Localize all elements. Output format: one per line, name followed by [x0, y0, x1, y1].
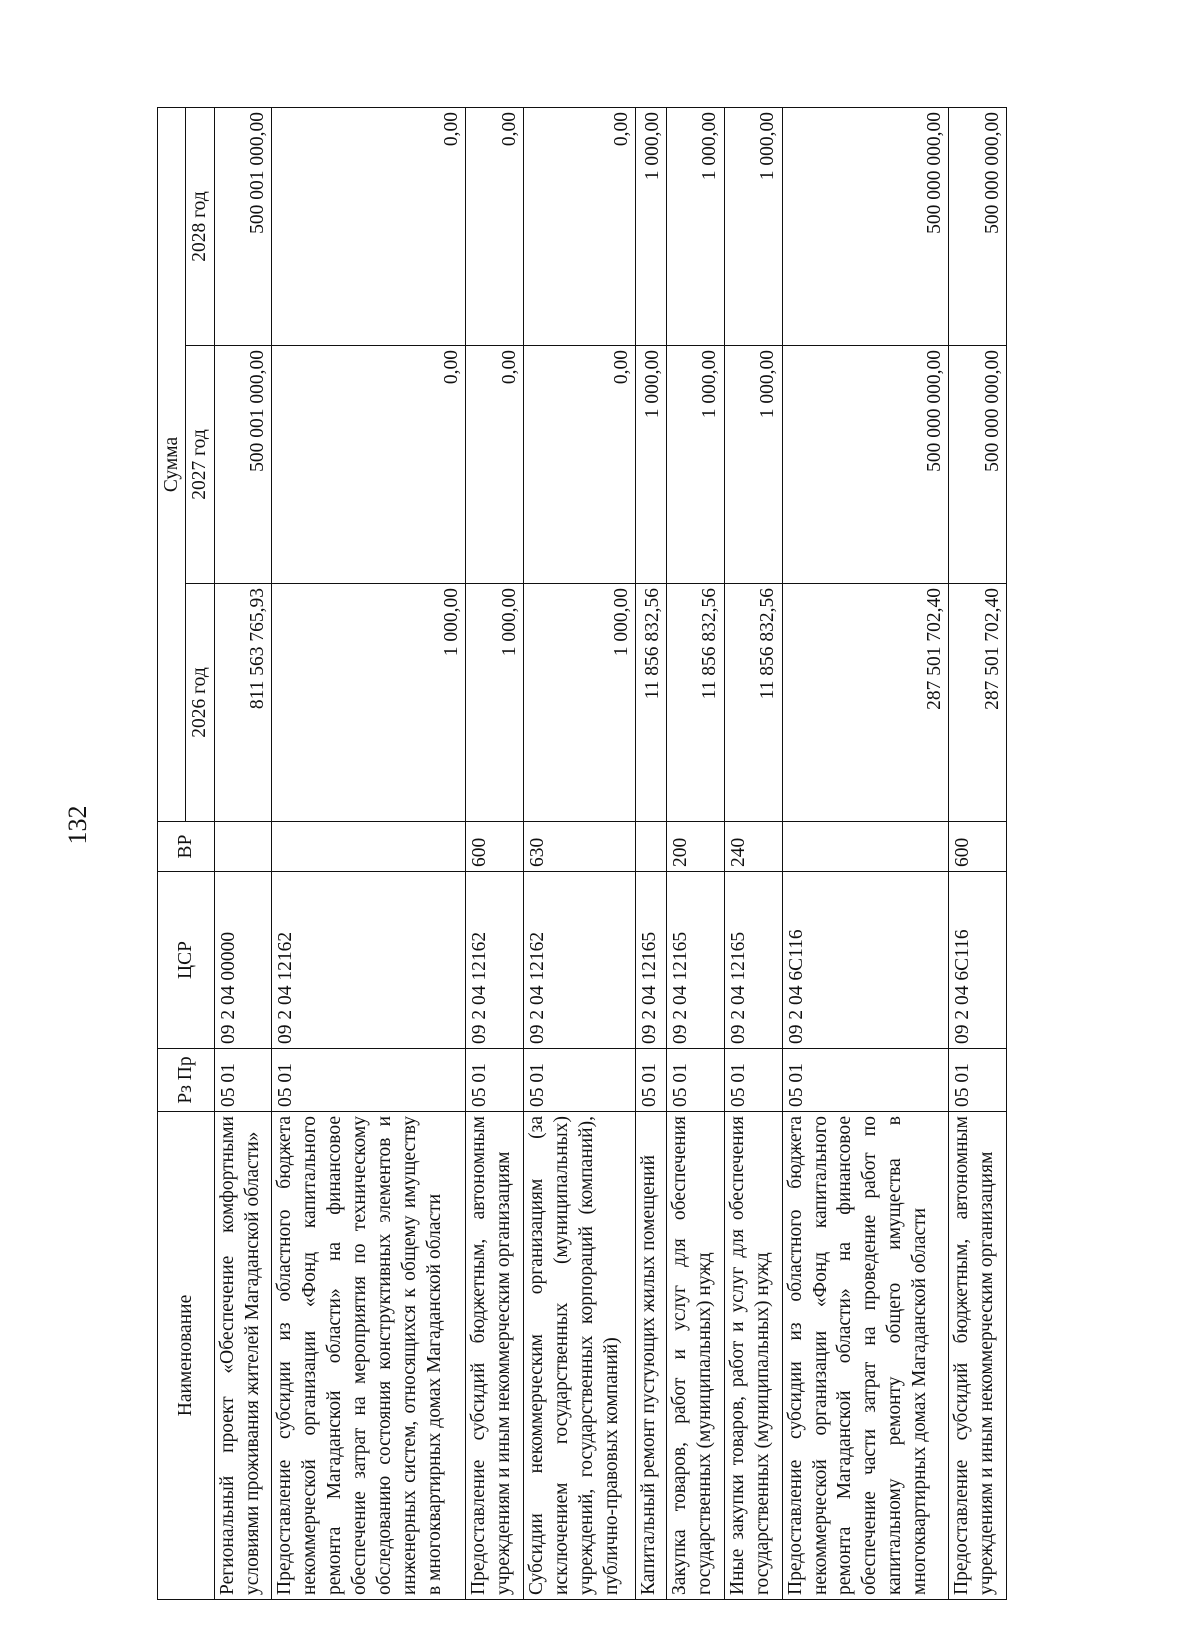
- cell-rz-pr: 05 01: [782, 1049, 949, 1112]
- cell-csr: 09 2 04 12162: [524, 872, 636, 1049]
- cell-rz-pr: 05 01: [724, 1049, 782, 1112]
- cell-vr: 630: [524, 822, 636, 872]
- cell-csr: 09 2 04 12162: [272, 872, 466, 1049]
- header-name: Наименование: [158, 1112, 215, 1600]
- cell-name: Региональный проект «Обеспечение комфортными условиями проживания жителей Магаданской области»: [214, 1112, 272, 1600]
- cell-vr: [782, 822, 949, 872]
- cell-name: Предоставление субсидии из областного бюджета некоммерческой организации «Фонд капитального ремонта Магаданской области» на финансовое обеспечение затрат на мероприятия по техническому обследованию состояния конструктивных элементов и инженерных систем, относящихся к общему имуществу в многоквартирных домах Магаданской области: [272, 1112, 466, 1600]
- cell-2026: 1 000,00: [466, 584, 524, 822]
- cell-2026: 11 856 832,56: [724, 584, 782, 822]
- cell-2026: 11 856 832,56: [636, 584, 667, 822]
- cell-rz-pr: 05 01: [214, 1049, 272, 1112]
- header-2028: 2028 год: [186, 108, 214, 346]
- cell-vr: 240: [724, 822, 782, 872]
- table-row: [667, 108, 725, 1600]
- cell-name: Предоставление субсидий бюджетным, автономным учреждениям и иным некоммерческим организациям: [949, 1112, 1007, 1600]
- header-2026: 2026 год: [186, 584, 214, 822]
- table-row: [272, 108, 466, 1600]
- cell-rz-pr: 05 01: [949, 1049, 1007, 1112]
- cell-2026: 287 501 702,40: [782, 584, 949, 822]
- cell-rz-pr: 05 01: [272, 1049, 466, 1112]
- cell-2027: 0,00: [272, 346, 466, 584]
- table-row: [214, 108, 272, 1600]
- cell-name: Предоставление субсидии из областного бюджета некоммерческой организации «Фонд капитального ремонта Магаданской области» на финансовое обеспечение части затрат на проведение работ по капитальному ремонту общего имущества в многоквартирных домах Магаданской области: [782, 1112, 949, 1600]
- table-row: [466, 108, 524, 1600]
- cell-2026: 1 000,00: [524, 584, 636, 822]
- cell-name: Капитальный ремонт пустующих жилых помещений: [636, 1112, 667, 1600]
- cell-vr: 200: [667, 822, 725, 872]
- header-sum: Сумма: [158, 108, 186, 822]
- cell-csr: 09 2 04 12165: [724, 872, 782, 1049]
- cell-name: Закупка товаров, работ и услуг для обеспечения государственных (муниципальных) нужд: [667, 1112, 725, 1600]
- cell-vr: [214, 822, 272, 872]
- table-row: [782, 108, 949, 1600]
- cell-rz-pr: 05 01: [667, 1049, 725, 1112]
- cell-2028: 0,00: [524, 108, 636, 346]
- cell-2028: 1 000,00: [724, 108, 782, 346]
- cell-2028: 0,00: [272, 108, 466, 346]
- cell-2027: 500 000 000,00: [782, 346, 949, 584]
- cell-rz-pr: 05 01: [636, 1049, 667, 1112]
- page-number: 132: [63, 805, 92, 845]
- cell-csr: 09 2 04 12165: [667, 872, 725, 1049]
- cell-vr: [272, 822, 466, 872]
- cell-vr: [636, 822, 667, 872]
- cell-2027: 0,00: [466, 346, 524, 584]
- cell-rz-pr: 05 01: [466, 1049, 524, 1112]
- cell-2027: 0,00: [524, 346, 636, 584]
- cell-2028: 0,00: [466, 108, 524, 346]
- table-body: [214, 108, 1006, 1600]
- cell-name: Предоставление субсидий бюджетным, автономным учреждениям и иным некоммерческим организациям: [466, 1112, 524, 1600]
- cell-vr: 600: [949, 822, 1007, 872]
- cell-2027: 1 000,00: [724, 346, 782, 584]
- cell-csr: 09 2 04 12162: [466, 872, 524, 1049]
- cell-csr: 09 2 04 6С116: [782, 872, 949, 1049]
- cell-csr: 09 2 04 12165: [636, 872, 667, 1049]
- cell-2027: 1 000,00: [636, 346, 667, 584]
- cell-2028: 1 000,00: [636, 108, 667, 346]
- cell-csr: 09 2 04 00000: [214, 872, 272, 1049]
- cell-2026: 1 000,00: [272, 584, 466, 822]
- cell-2027: 500 000 000,00: [949, 346, 1007, 584]
- cell-2027: 500 001 000,00: [214, 346, 272, 584]
- cell-2028: 500 001 000,00: [214, 108, 272, 346]
- cell-csr: 09 2 04 6С116: [949, 872, 1007, 1049]
- cell-2028: 1 000,00: [667, 108, 725, 346]
- cell-2028: 500 000 000,00: [949, 108, 1007, 346]
- rotated-table-container: [157, 108, 1007, 1600]
- cell-2027: 1 000,00: [667, 346, 725, 584]
- cell-name: Субсидии некоммерческим организациям (за исключением государственных (муниципальных) учреждений, государственных корпораций (компаний), публично-правовых компаний): [524, 1112, 636, 1600]
- table-row: [724, 108, 782, 1600]
- cell-vr: 600: [466, 822, 524, 872]
- cell-2028: 500 000 000,00: [782, 108, 949, 346]
- table-row: [949, 108, 1007, 1600]
- cell-2026: 811 563 765,93: [214, 584, 272, 822]
- cell-name: Иные закупки товаров, работ и услуг для обеспечения государственных (муниципальных) нужд: [724, 1112, 782, 1600]
- header-rz-pr: Рз Пр: [158, 1049, 215, 1112]
- cell-2026: 11 856 832,56: [667, 584, 725, 822]
- table-row: [524, 108, 636, 1600]
- header-2027: 2027 год: [186, 346, 214, 584]
- header-vr: ВР: [158, 822, 215, 872]
- cell-rz-pr: 05 01: [524, 1049, 636, 1112]
- table-row: [636, 108, 667, 1600]
- cell-2026: 287 501 702,40: [949, 584, 1007, 822]
- header-csr: ЦСР: [158, 872, 215, 1049]
- budget-table: [157, 107, 1007, 1600]
